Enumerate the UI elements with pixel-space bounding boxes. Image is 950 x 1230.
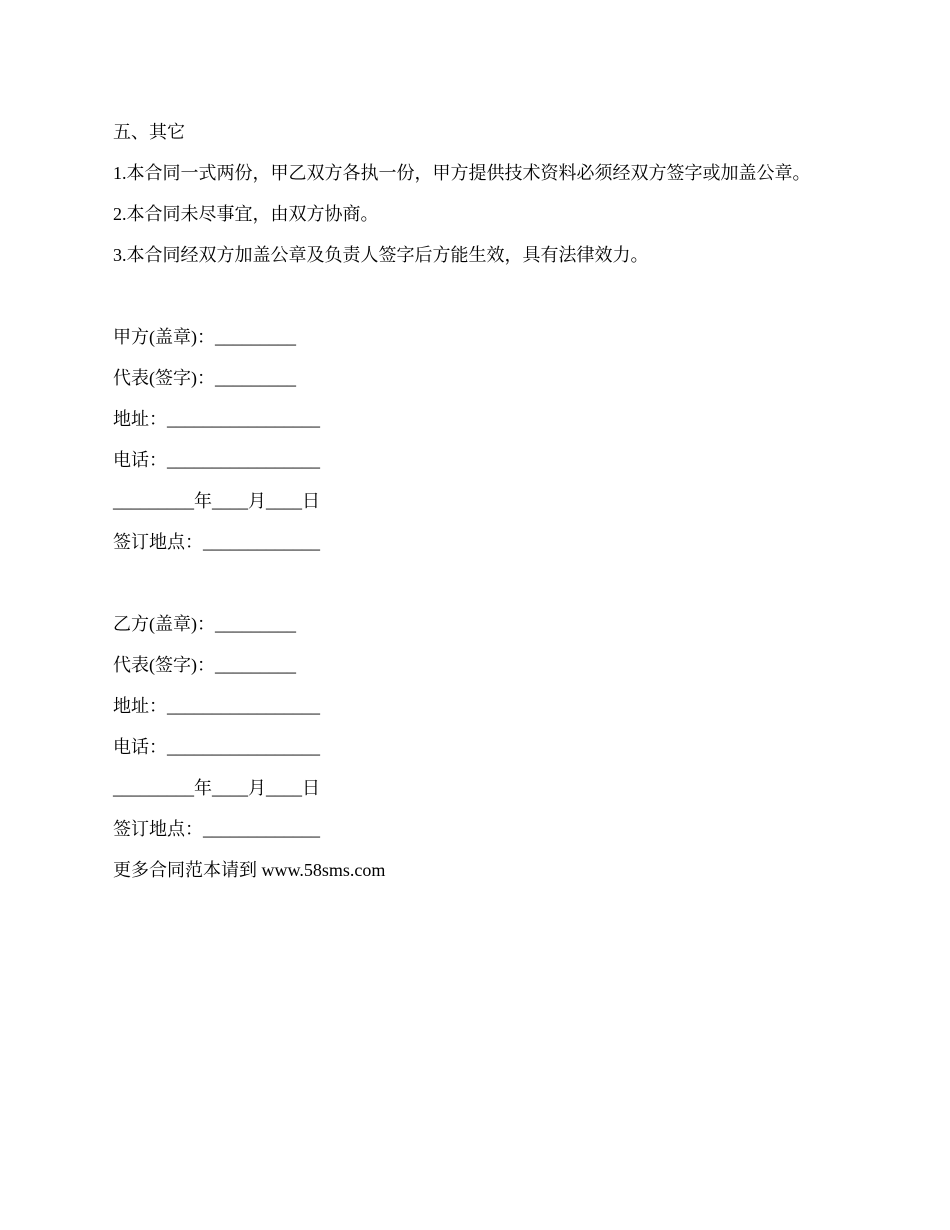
section-heading: 五、其它 [113, 122, 185, 142]
clause-1: 1.本合同一式两份，甲乙双方各执一份，甲方提供技术资料必须经双方签字或加盖公章。 [113, 163, 811, 183]
party-b-seal: 乙方(盖章)：_________ [113, 614, 296, 634]
clause-2: 2.本合同未尽事宜，由双方协商。 [113, 204, 379, 224]
party-a-date: _________年____月____日 [113, 491, 320, 511]
clause-3: 3.本合同经双方加盖公章及负责人签字后方能生效，具有法律效力。 [113, 245, 649, 265]
party-b-date: _________年____月____日 [113, 778, 320, 798]
spacer [113, 276, 853, 317]
document-content [113, 112, 853, 891]
footer-note: 更多合同范本请到 www.58sms.com [113, 860, 386, 880]
party-b-phone: 电话：_________________ [113, 737, 320, 757]
party-a-representative: 代表(签字)：_________ [113, 368, 296, 388]
party-a-seal: 甲方(盖章)：_________ [113, 327, 296, 347]
party-b-signing-place: 签订地点：_____________ [113, 819, 320, 839]
party-a-signing-place: 签订地点：_____________ [113, 532, 320, 552]
party-b-representative: 代表(签字)：_________ [113, 655, 296, 675]
party-a-address: 地址：_________________ [113, 409, 320, 429]
spacer [113, 563, 853, 604]
party-b-address: 地址：_________________ [113, 696, 320, 716]
party-a-phone: 电话：_________________ [113, 450, 320, 470]
